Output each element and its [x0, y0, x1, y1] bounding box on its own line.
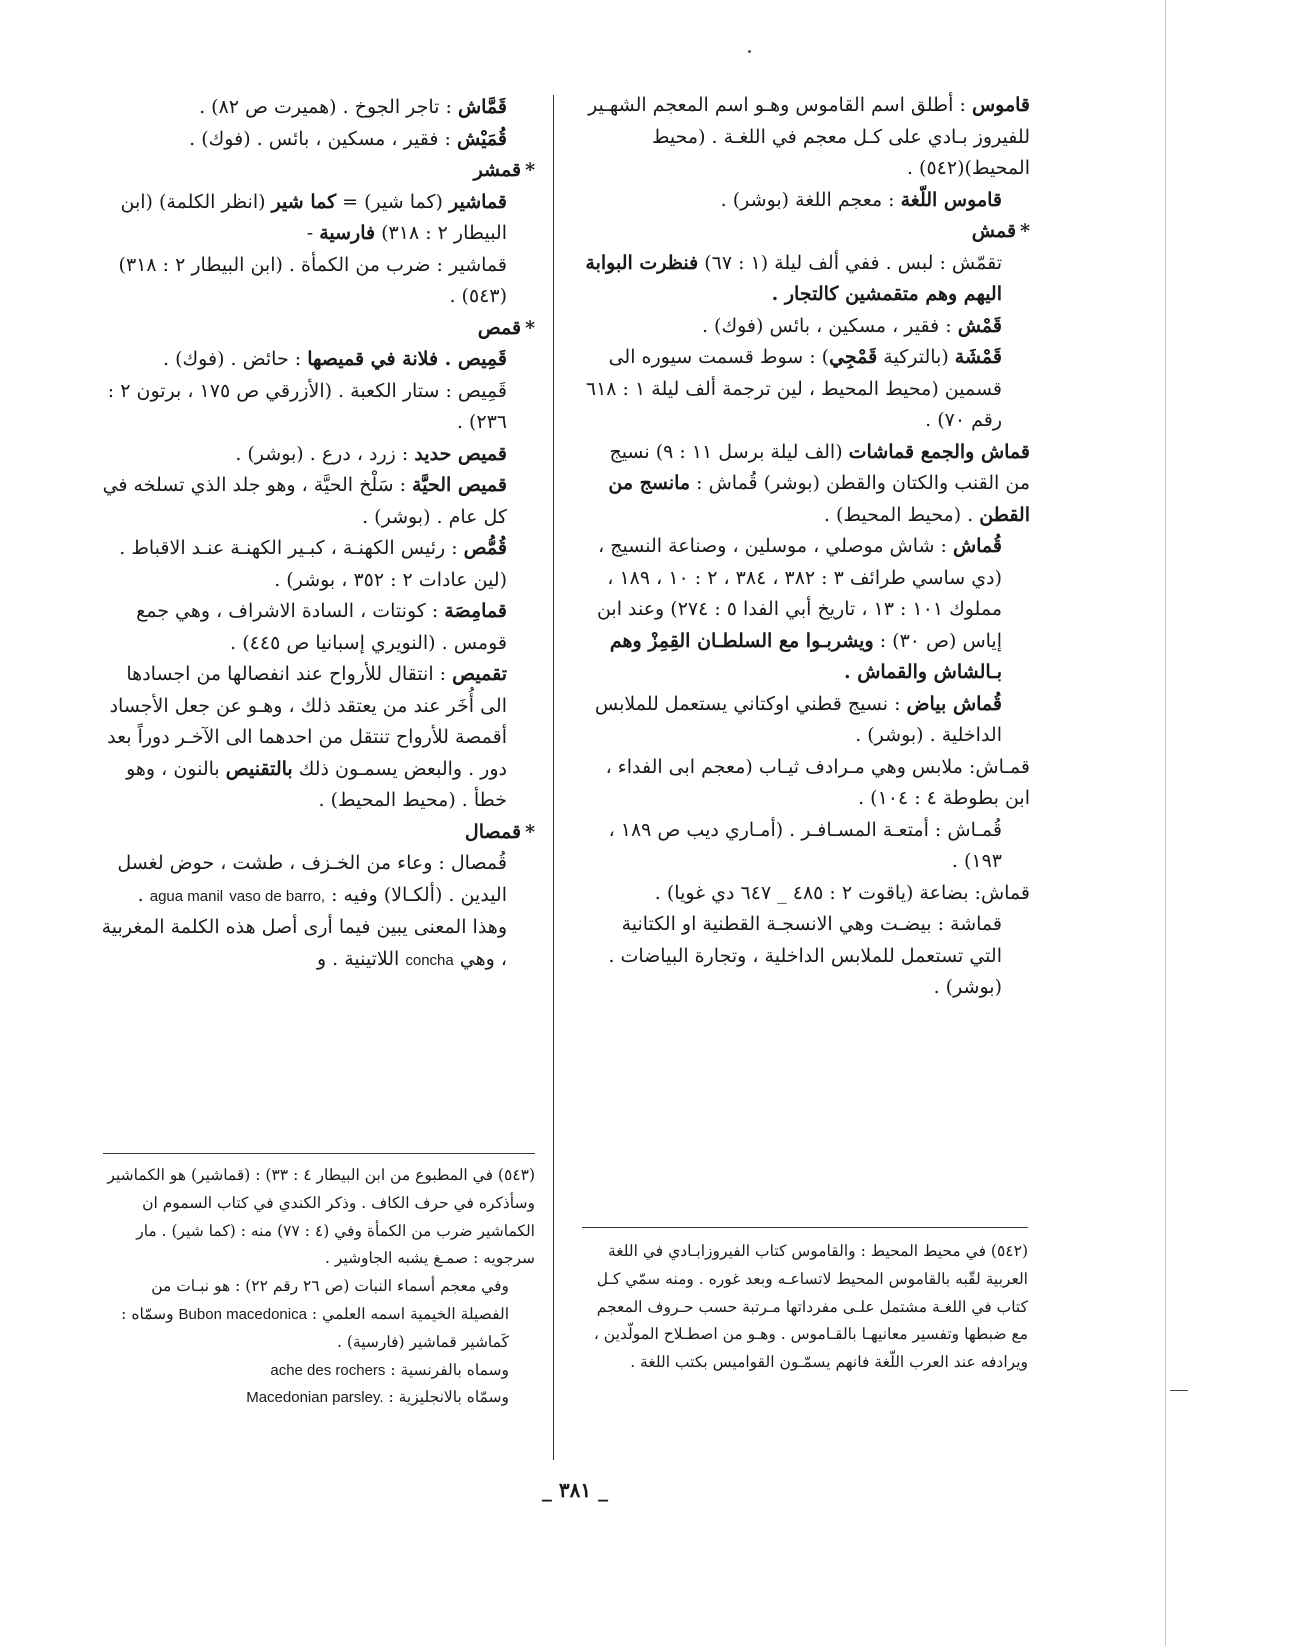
- entry-qamus: [585, 90, 1030, 185]
- entry-head-alt: كما شير: [271, 190, 337, 213]
- section-star: *: [525, 820, 535, 843]
- entry-qamashir: [100, 187, 535, 250]
- entry-text: : فقير ، مسكين ، بائس . (فوك) .: [189, 127, 457, 150]
- section-title: قمصال: [464, 820, 522, 843]
- entry-text: : زرد ، درع . (بوشر) .: [235, 442, 415, 465]
- entry-qamis-hayya: [100, 470, 535, 533]
- entry-qumash-bidaa: [585, 878, 1030, 910]
- section-title: قمص: [477, 316, 522, 339]
- entry-qummus: [100, 533, 535, 596]
- column-divider: [553, 95, 554, 1460]
- entry-text: : انتقال للأرواح عند انفصالها من اجسادها الى أُخَر عند من يعتقد ذلك ، وهـو عن جعل الأجساد أقمصة للأرواح تنتقل من احدهما الى الآخـر دوراً بعد دور . والبعض يسمـون ذلك: [107, 663, 507, 780]
- entry-text: (كما شير) =: [336, 190, 449, 213]
- entry-text: تقمّش : لبس . ففي ألف ليلة (١ : ٦٧): [698, 251, 1002, 274]
- entry-head: قميص الحيَّة: [412, 474, 507, 496]
- entry-head: قَمْش: [957, 314, 1002, 337]
- entry-text: قُمصال : وعاء من الخـزف ، طشت ، حوض لغسل اليدين . (ألكـالا) وفيه :: [117, 852, 507, 906]
- left-column: [100, 92, 535, 976]
- section-heading-qmsal: [100, 817, 535, 849]
- entry-text: : كونتات ، السادة الاشراف ، وهي جمع قومس . (النويري إسبانيا ص ٤٤٥) .: [136, 600, 507, 654]
- latin-term: concha: [405, 951, 454, 969]
- footnote-text: وسمّاه بالانجليزية :: [383, 1388, 509, 1407]
- entry-taqmis: [100, 659, 535, 817]
- entry-qumash: [585, 531, 1030, 689]
- entry-head: قُماش بياض: [906, 692, 1002, 715]
- latin-term: ache des rochers: [270, 1361, 386, 1379]
- footnote-543-plants: [105, 1273, 535, 1356]
- entry-head: قُماش: [952, 535, 1002, 557]
- entry-qumaysh: [100, 124, 535, 156]
- entry-qamashir-kamaa: [100, 250, 535, 313]
- entry-text: : معجم اللغة (بوشر) .: [720, 188, 901, 211]
- entry-qamsha: [585, 342, 1030, 437]
- footnote-text: وفي معجم أسماء النبات (ص ٢٦ رقم ٢٢) : هو نبـات من الفصيلة الخيمية اسمه العلمي :: [151, 1277, 509, 1323]
- entry-text: : سَلْخ الحيَّة ، وهو جلد الذي تسلخه في كل عام . (بوشر) .: [102, 474, 507, 528]
- footnote-542: (٥٤٢) في محيط المحيط : والقاموس كتاب الفيروزابـادي في اللغة العربية لقّبه بالقاموس المحيط لاتساعـه وبعد غوره . ومنه سمّي كـل كتاب في اللغـة مشتمل علـى مفرداتها مـرتبة حسب حـروف المعجم مع ضبطها وتفسير معانيهـا بالقـاموس . وهـو من اصطـلاح المولّدين ، ويرادفه عند العرب اللّغة فانهم يسمّـون القواميس بكتب اللغة .: [593, 1242, 1028, 1372]
- footnote-543-english: [105, 1384, 535, 1412]
- entry-text: قماشير : ضرب من الكمأة . (ابن البيطار ٢ : ٣١٨)(٥٤٣) .: [118, 253, 507, 307]
- entry-text: (الف ليلة برسل ١١ : ٩) نسيج من القنب والكتان والقطن (بوشر) قُماش :: [609, 440, 1030, 494]
- entry-quote: ويشربـوا مع السلطـان القِمِزْ وهم بـالشاش والقماش .: [609, 629, 1002, 683]
- latin-term: agua manil: [149, 887, 224, 905]
- footnote-543-french: [105, 1357, 535, 1385]
- entry-text: : شاش موصلي ، موسلين ، وصناعة النسيج ، (دي ساسي طرائف ٣ : ٣٨٢ ، ٣٨٤ ، ٢ : ١٠ ، ١٨٩ ، مملوك ١٠١ : ١٣ ، تاريخ أبي الفدا ٥ : ٢٧٤) وعند ابن إياس (ص ٣٠) :: [596, 535, 1002, 652]
- latin-term: Bubon macedonica: [178, 1305, 307, 1323]
- entry-qumsal: [100, 848, 535, 976]
- entry-qamis-kaaba: [100, 376, 535, 439]
- section-title: قمش: [971, 220, 1017, 242]
- entry-head: قَمَّاش: [457, 96, 507, 118]
- entry-taqammash: [585, 248, 1030, 311]
- section-title: قمشر: [473, 159, 522, 181]
- entry-head: قميص حديد: [414, 442, 507, 465]
- entry-text: : فقير ، مسكين ، بائس (فوك) .: [701, 314, 958, 337]
- entry-head: قماش والجمع قماشات: [848, 440, 1030, 463]
- page-number: _ ٣٨١ _: [541, 1478, 609, 1502]
- entry-qamsh: [585, 311, 1030, 343]
- entry-text: قماشة : بيضـت وهي الانسجـة القطنية او الكتانية التي تستعمل للملابس الداخلية ، وتجارة البياضات . (بوشر) .: [608, 913, 1002, 998]
- entry-qumash-bayad: [585, 689, 1030, 752]
- scan-edge-line: [1165, 0, 1166, 1646]
- right-column: [585, 90, 1030, 1004]
- entry-text-cont: (انظر الكلمة) (ابن البيطار ٢ : ٣١٨): [120, 190, 507, 244]
- scan-speck: [748, 50, 751, 53]
- entry-text: : حائض . (فوك) .: [163, 348, 308, 370]
- entry-qamis-hayd: [100, 344, 535, 376]
- entry-text-end: -: [306, 222, 320, 244]
- entry-text: (بالتركية: [877, 346, 955, 368]
- entry-qumasha: [585, 909, 1030, 1004]
- entry-qamamisa: [100, 596, 535, 659]
- entry-text: : أطلق اسم القاموس وهـو اسم المعجم الشهـير للفيروز بـادي على كـل معجم في اللغـة . (محيط المحيط)(٥٤٢) .: [588, 94, 1030, 179]
- section-star: *: [525, 159, 535, 181]
- entry-head: تقميص: [452, 663, 507, 685]
- section-heading-qmshr: [100, 155, 535, 187]
- section-star: *: [525, 316, 535, 339]
- entry-qumash-plural: [585, 437, 1030, 532]
- entry-qamis-hadid: [100, 439, 535, 471]
- footnotes-right: [582, 1238, 1028, 1377]
- entry-qammash: [100, 92, 535, 124]
- entry-head: قُمُّص: [463, 537, 507, 559]
- entry-text: : تاجر الجوخ . (هميرت ص ٨٢) .: [199, 96, 458, 118]
- entry-quote: مانسج من القطن: [608, 472, 1030, 526]
- latin-term: vaso de barro,: [229, 887, 326, 905]
- entry-text-cont: ) : سوط قسمت سيوره الى قسمين (محيط المحيط ، لين ترجمة ألف ليلة ١ : ٦١٨ رقم ٧٠) .: [585, 346, 1002, 431]
- entry-head: قُمَيْش: [456, 127, 507, 150]
- entry-text-cont: . (محيط المحيط) .: [823, 503, 980, 526]
- entry-head: قماشير: [449, 190, 507, 213]
- entry-text-end: اللاتينية . و: [316, 947, 406, 970]
- footnote-rule-left: [103, 1153, 535, 1154]
- latin-term: Macedonian parsley.: [246, 1389, 384, 1407]
- entry-text: قُمـاش : أمتعـة المسـافـر . (أمـاري ديب ص ١٨٩ ، ١٩٣) .: [608, 818, 1002, 872]
- entry-head: قمامِصَة: [444, 600, 507, 622]
- entry-text: قَمِيص : ستار الكعبة . (الأزرقي ص ١٧٥ ، برتون ٢ : ٢٣٦) .: [107, 379, 507, 433]
- entry-quote: فنظرت البوابة اليهم وهم متقمشين كالتجار .: [585, 251, 1002, 305]
- footnote-rule-right: [582, 1227, 1028, 1228]
- entry-text: : رئيس الكهنـة ، كبـير الكهنـة عنـد الاقباط . (لين عادات ٢ : ٣٥٢ ، بوشر) .: [119, 537, 507, 591]
- entry-head: قاموس: [971, 94, 1030, 116]
- entry-head: قاموس اللّغة: [900, 188, 1002, 211]
- entry-head-alt: قَمْجِي: [829, 346, 878, 368]
- footnotes-left: [105, 1162, 535, 1412]
- section-heading-qms: [100, 313, 535, 345]
- entry-head: قَمِيص . فلانة في قميصها: [307, 348, 507, 370]
- scan-margin-mark: [1170, 1390, 1188, 1391]
- entry-text: قمـاش: ملابس وهي مـرادف ثيـاب (معجم ابى الفداء ، ابن بطوطة ٤ : ١٠٤) .: [605, 755, 1030, 809]
- entry-qumash-amtia: [585, 815, 1030, 878]
- entry-quote: بالتقنيص: [225, 757, 293, 780]
- entry-text-cont: . وهذا المعنى يبين فيما أرى أصل هذه الكلمة المغربية ، وهي: [101, 883, 507, 970]
- section-heading-qmsh: [585, 216, 1030, 248]
- footnote-text-cont: وسمّاه : كَماشير قماشير (فارسية) .: [121, 1304, 509, 1351]
- entry-qamus-lugha: [585, 185, 1030, 217]
- entry-qumash-malabis: [585, 752, 1030, 815]
- section-star: *: [1020, 220, 1030, 242]
- footnote-543: (٥٤٣) في المطبوع من ابن البيطار ٤ : ٣٣) : (قماشير) هو الكماشير وسأذكره في حرف الكاف . وذكر الكندي في كتاب السموم ان الكماشير ضرب من الكمأة وفي (٤ : ٧٧) منه : (كما شير) . مار سرجويه : صمـغ يشبه الجاوشير .: [107, 1166, 535, 1268]
- entry-text: قماش: بضاعة (ياقوت ٢ : ٤٨٥ _ ٦٤٧ دي غويا) .: [654, 881, 1030, 904]
- footnote-text: وسماه بالفرنسية :: [385, 1360, 509, 1379]
- entry-text-cont: بالنون ، وهو خطأ . (محيط المحيط) .: [126, 757, 507, 811]
- entry-text: : نسيج قطني اوكتاني يستعمل للملابس الداخلية . (بوشر) .: [594, 692, 1002, 746]
- entry-head: قَمْشَة: [954, 346, 1002, 368]
- entry-language: فارسية: [319, 222, 376, 244]
